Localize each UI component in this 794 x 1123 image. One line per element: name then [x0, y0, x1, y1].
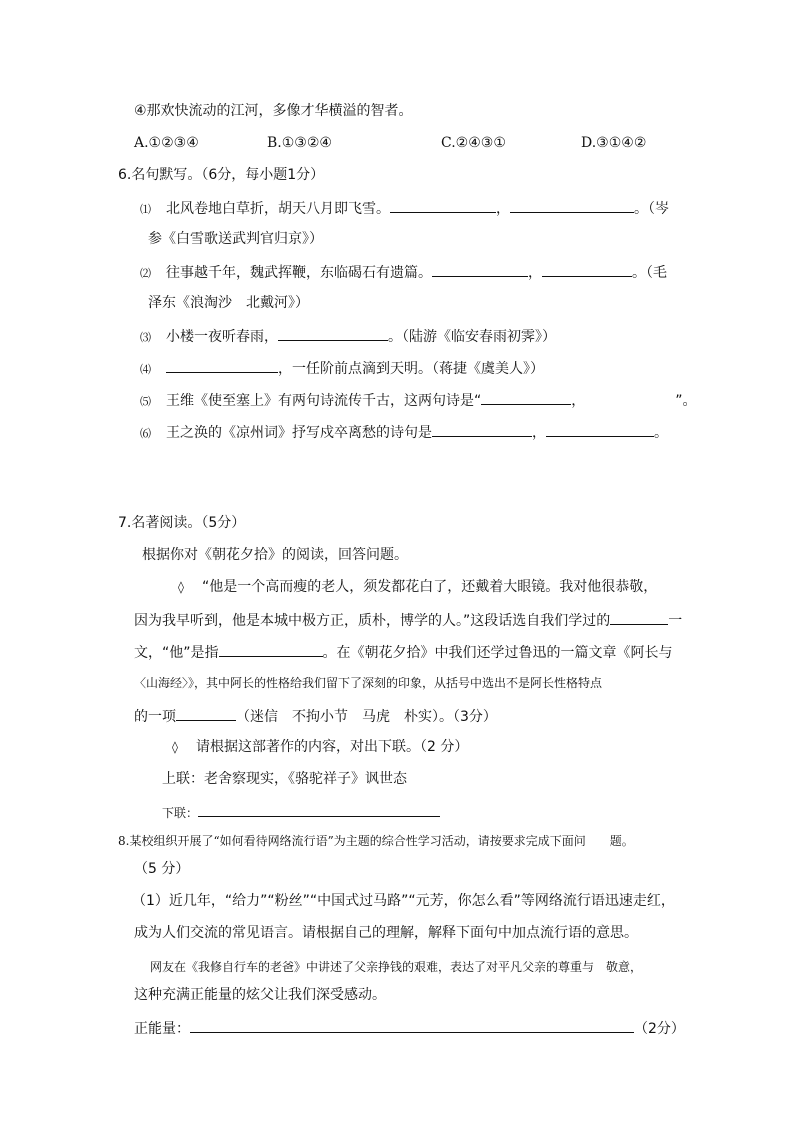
q6-item-6: ⑹ 王之涣的《凉州词》抒写戍卒离愁的诗句是 ， 。 [140, 422, 668, 443]
q6-item-4: ⑷ ，一任阶前点滴到天明。（蒋捷《虞美人》） [140, 358, 544, 379]
bullet-icon: ◊ [178, 580, 184, 594]
q6-item-1-cont: 参《白雪歌送武判官归京》） [148, 231, 323, 247]
q8-quote-line2: 这种充满正能量的炫父让我们深受感动。 [134, 987, 386, 1003]
q7-p1-line1: ◊ “他是一个高而瘦的老人，须发都花白了，还戴着大眼镜。我对他很恭敬， [178, 579, 658, 595]
q6-item-5: ⑸ 王维《使至塞上》有两句诗流传千古，这两句诗是“ ， ”。 [140, 390, 697, 411]
q5-option-d: D.③①④② [581, 135, 647, 151]
q7-lower-couplet: 下联： [162, 802, 440, 822]
q5-option-b: B.①③②④ [267, 135, 332, 151]
q6-item-2: ⑵ 往事越千年，魏武挥鞭，东临碣石有遗篇。 ， 。（毛 [140, 262, 667, 283]
q5-option-a: A.①②③④ [134, 135, 199, 151]
q8-answer-line: 正能量： （2分） [134, 1018, 685, 1038]
q7-intro: 根据你对《朝花夕拾》的阅读，回答问题。 [142, 547, 408, 563]
q7-p1-line5: 的一项 （迷信 不拘小节 马虎 朴实）。（3分） [134, 706, 497, 726]
q6-item-1: ⑴ 北风卷地白草折，胡天八月即飞雪。 ， 。（岑 [140, 198, 669, 219]
q7-upper-couplet: 上联：老舍察现实，《骆驼祥子》讽世态 [162, 771, 407, 787]
q6-title: 6.名句默写。（6分，每小题1分） [118, 167, 325, 183]
q8-quote-line1: 网友在《我修自行车的老爸》中讲述了父亲挣钱的艰难，表达了对平凡父亲的尊重与 敬意， [150, 960, 643, 974]
q5-line4: ④那欢快流动的江河，多像才华横溢的智者。 [134, 103, 413, 119]
q5-option-c: C.②④③① [441, 135, 506, 151]
q7-p2: ◊ 请根据这部著作的内容，对出下联。（2 分） [172, 739, 469, 755]
q7-p1-line3: 文，“他”是指 。在《朝花夕拾》中我们还学过鲁迅的一篇文章《阿长与 [134, 642, 673, 662]
q7-title: 7.名著阅读。（5分） [118, 515, 246, 531]
q7-p1-line2: 因为我早听到，他是本城中极方正，质朴，博学的人。”这段话选自我们学过的 一 [134, 610, 682, 630]
q8-s1-line2: 成为人们交流的常见语言。请根据自己的理解，解释下面句中加点流行语的意思。 [134, 925, 638, 941]
q7-p1-line4: 〈山海经〉》，其中阿长的性格给我们留下了深刻的印象，从括号中选出不是阿长性格特点 [134, 676, 603, 690]
q6-item-3: ⑶ 小楼一夜听春雨， 。（陆游《临安春雨初霁》） [140, 326, 556, 347]
q8-title-line1: 8.某校组织开展了“如何看待网络流行语”为主题的综合性学习活动，请按要求完成下面问 题。 [118, 834, 634, 848]
q8-s1-line1: （1）近几年，“给力”“粉丝”“中国式过马路”“元芳，你怎么看”等网络流行语迅速走红， [132, 893, 675, 909]
bullet-icon: ◊ [172, 740, 178, 754]
q6-item-2-cont: 泽东《浪淘沙 北戴河》） [148, 295, 309, 311]
q8-title-line2: （5 分） [134, 861, 190, 877]
